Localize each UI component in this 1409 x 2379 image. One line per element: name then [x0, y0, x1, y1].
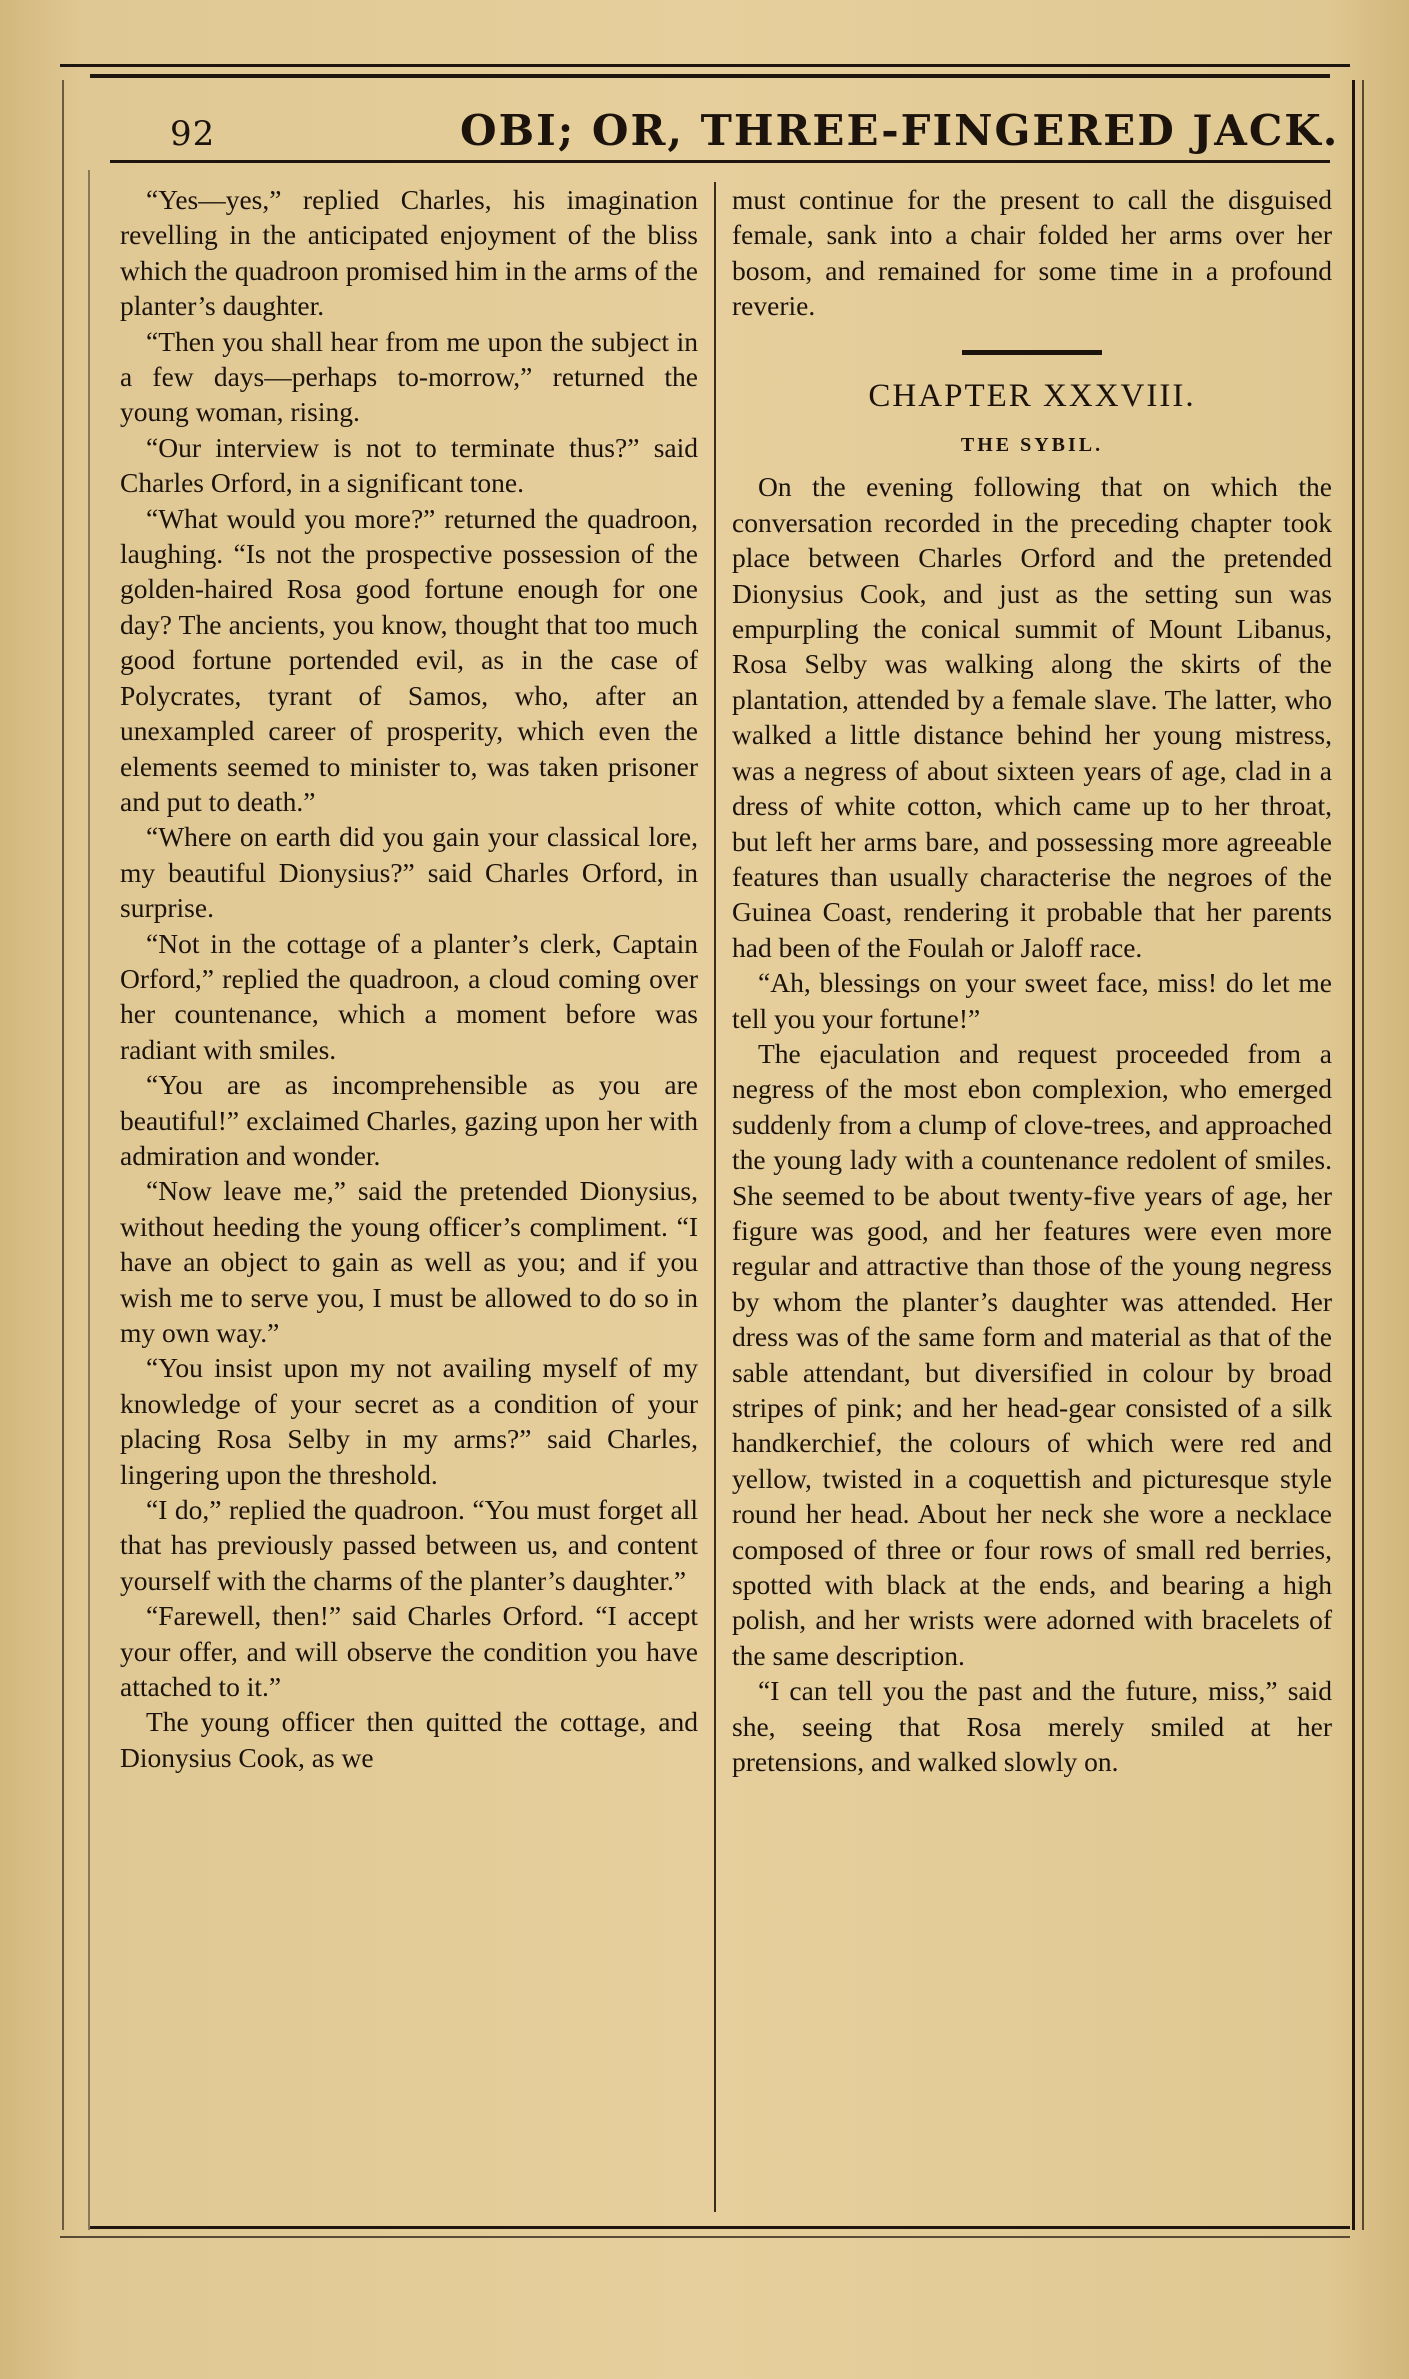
right-column — [732, 182, 1332, 1779]
paragraph: “Ah, blessings on your sweet face, miss! do let me tell you your fortune!” — [732, 967, 1332, 1034]
paragraph: “Our interview is not to terminate thus?” said Charles Orford, in a significant tone. — [120, 431, 698, 499]
right-margin-rule — [1352, 80, 1355, 2230]
paragraph: The young officer then quitted the cottage, and Dionysius Cook, as we — [120, 1706, 698, 1773]
right-margin-rule-outer — [1362, 80, 1364, 2230]
left-margin-rule-inner — [88, 170, 90, 2230]
bottom-rule — [90, 2226, 1350, 2229]
paragraph: “Then you shall hear from me upon the subject in a few days—perhaps to-morrow,” returned the young woman, rising. — [120, 325, 698, 428]
paragraph: “Farewell, then!” said Charles Orford. “I accept your offer, and will observe the condition you have attached to it.” — [120, 1600, 698, 1703]
paragraph: “Not in the cottage of a planter’s clerk, Captain Orford,” replied the quadroon, a cloud coming over her countenance, which a moment before was radiant with smiles. — [120, 927, 698, 1065]
running-title: OBI; OR, THREE-FINGERED JACK. — [460, 106, 1340, 155]
bottom-rule-thin — [60, 2236, 1350, 2238]
paragraph: The ejaculation and request proceeded from a negress of the most ebon complexion, who emerged suddenly from a clump of clove-trees, and approached the young lady with a countenance redolent of smiles. She seemed to be about twenty-five years of age, her figure was good, and her features were even more regular and attractive than those of the young negress by whom the planter’s daughter was attended. Her dress was of the same form and material as that of the sable attendant, but diversified in colour by broad stripes of pink; and her head-gear consisted of a silk handkerchief, the colours of which were red and yellow, twisted in a coquettish and picturesque style round her head. About her neck she wore a necklace composed of three or four rows of small red berries, spotted with black at the ends, and bearing a high polish, and her wrists were adorned with bracelets of the same description. — [732, 1037, 1332, 1671]
continuation-paragraph: must continue for the present to call the disguised female, sank into a chair folded her arms over her bosom, and remained for some time in a profound reverie. — [732, 184, 1332, 322]
left-column — [120, 182, 698, 1775]
paragraph: “You insist upon my not availing myself of my knowledge of your secret as a condition of your placing Rosa Selby in my arms?” said Charles, lingering upon the threshold. — [120, 1352, 698, 1490]
chapter-subtitle: THE SYBIL. — [960, 434, 1104, 457]
chapter-ornament — [962, 350, 1102, 355]
paragraph: “I do,” replied the quadroon. “You must forget all that has previously passed between us, and content yourself with the charms of the planter’s daughter.” — [120, 1494, 698, 1596]
top-rule-thick — [90, 74, 1330, 78]
paragraph: “What would you more?” returned the quadroon, laughing. “Is not the prospective possession of the golden-haired Rosa good fortune enough for one day? The ancients, you know, thought that too much good fortune portended evil, as in the case of Polycrates, tyrant of Samos, who, after an unexampled career of prosperity, which even the elements seemed to minister to, was taken prisoner and put to death.” — [120, 502, 698, 817]
paragraph: “I can tell you the past and the future, miss,” said she, seeing that Rosa merely smiled at her pretensions, and walked slowly on. — [732, 1675, 1332, 1778]
paragraph: “Where on earth did you gain your classical lore, my beautiful Dionysius?” said Charles Orford, in surprise. — [120, 821, 698, 924]
paragraph: “Yes—yes,” replied Charles, his imagination revelling in the anticipated enjoyment of the bliss which the quadroon promised him in the arms of the planter’s daughter. — [120, 184, 698, 322]
column-divider — [714, 182, 716, 2212]
paragraph: “You are as incomprehensible as you are beautiful!” exclaimed Charles, gazing upon her with admiration and wonder. — [120, 1069, 698, 1171]
paragraph: “Now leave me,” said the pretended Dionysius, without heeding the young officer’s compliment. “I have an object to gain as well as you; and if you wish me to serve you, I must be allowed to do so in my own way.” — [120, 1175, 698, 1348]
page-number: 92 — [170, 114, 216, 154]
chapter-title: CHAPTER XXXVIII. — [868, 377, 1196, 414]
page-header — [160, 104, 1340, 164]
top-rule-thin — [60, 64, 1350, 67]
left-margin-rule — [62, 80, 64, 2230]
paragraph: On the evening following that on which the conversation recorded in the preceding chapter took place between Charles Orford and the pretended Dionysius Cook, and just as the setting sun was empurpling the conical summit of Mount Libanus, Rosa Selby was walking along the skirts of the plantation, attended by a female slave. The latter, who walked a little distance behind her young mistress, was a negress of about sixteen years of age, clad in a dress of white cotton, which came up to her throat, but left her arms bare, and possessing more agreeable features than usually characterise the negroes of the Guinea Coast, rendering it probable that her parents had been of the Foulah or Jaloff race. — [732, 471, 1332, 963]
